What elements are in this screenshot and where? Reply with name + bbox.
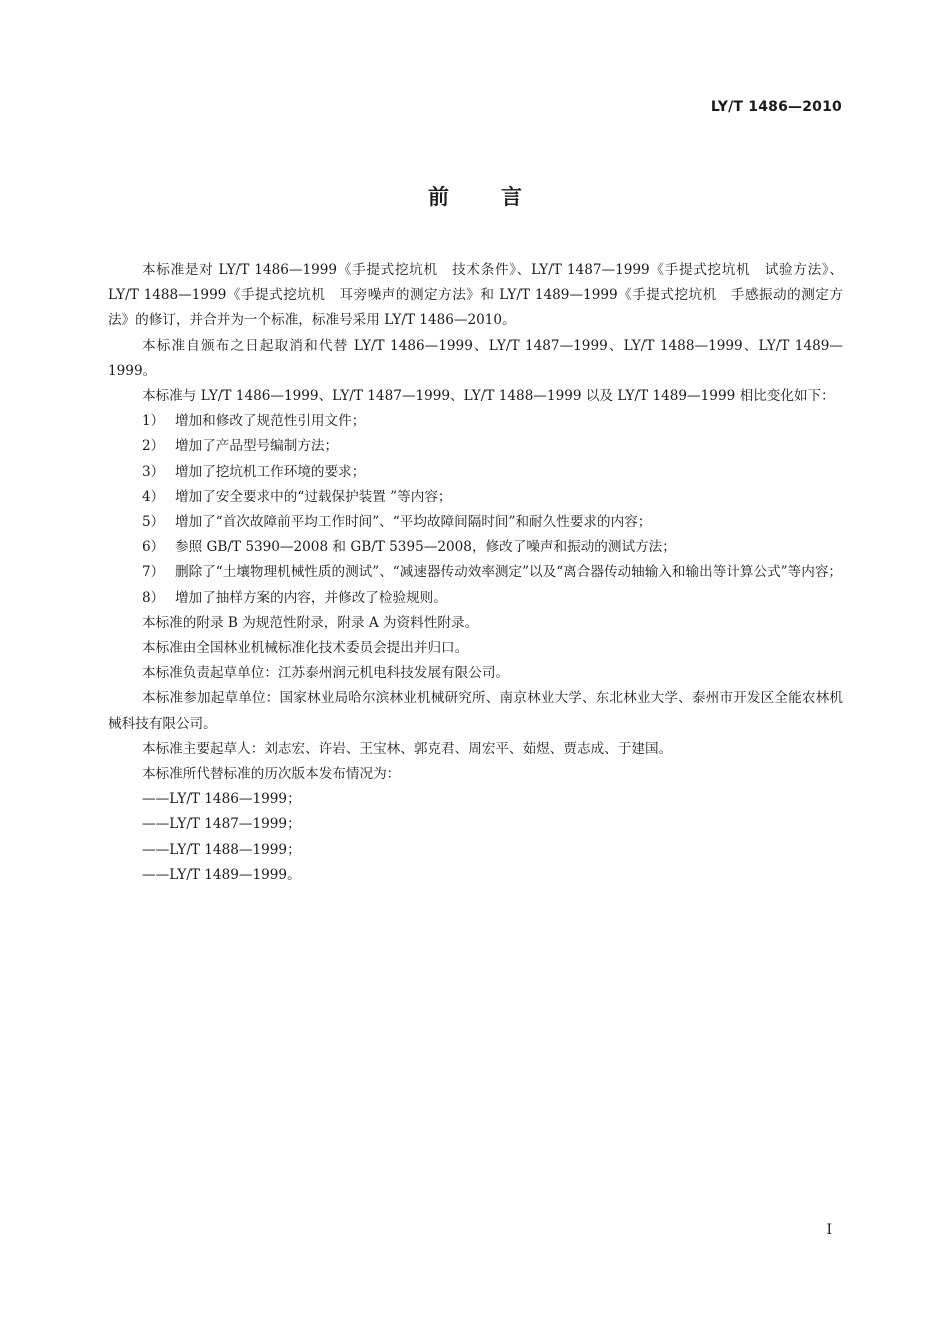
change-number: 2） (142, 438, 165, 455)
info-paragraph: 本标准所代替标准的历次版本发布情况为： (142, 766, 401, 783)
change-number: 4） (142, 488, 165, 505)
change-item (108, 560, 843, 585)
previous-version-item: ——LY/T 1486—1999； (142, 791, 301, 808)
change-item (108, 586, 843, 611)
change-item (108, 460, 843, 485)
change-text: 增加了“首次故障前平均工作时间”、“平均故障间隔时间”和耐久性要求的内容； (175, 514, 652, 531)
page-title: 前言 (428, 185, 574, 209)
change-text: 删除了“土壤物理机械性质的测试”、“减速器传动效率测定”以及“离合器传动轴输入和输出等计算公式”等内容； (175, 564, 843, 581)
change-text: 增加了挖坑机工作环境的要求； (175, 463, 366, 480)
previous-version-item: ——LY/T 1489—1999。 (142, 866, 301, 883)
change-number: 6） (142, 539, 165, 556)
change-text: 增加了产品型号编制方法； (175, 438, 339, 455)
info-paragraph: 本标准由全国林业机械标准化技术委员会提出并归口。 (142, 640, 469, 657)
change-number: 8） (142, 589, 165, 606)
info-paragraph: 本标准参加起草单位：国家林业局哈尔滨林业机械研究所、南京林业大学、东北林业大学、泰州市开发区全能农林机械科技有限公司。 (108, 690, 843, 732)
change-item (108, 434, 843, 459)
change-number: 5） (142, 514, 165, 531)
info-paragraph: 本标准主要起草人：刘志宏、许岩、王宝林、郭克君、周宏平、茹煜、贾志成、于建国。 (142, 740, 673, 757)
previous-version-item: ——LY/T 1488—1999； (142, 841, 301, 858)
changes-list (108, 409, 843, 611)
change-item (108, 535, 843, 560)
previous-versions-list (108, 787, 843, 888)
change-item (108, 510, 843, 535)
document-body (108, 258, 843, 888)
intro-paragraph: 本标准自颁布之日起取消和代替 LY/T 1486—1999、LY/T 1487—1999、LY/T 1488—1999、LY/T 1489—1999。 (108, 337, 843, 379)
change-text: 增加了安全要求中的“过载保护装置 ”等内容； (175, 488, 452, 505)
previous-version-item: ——LY/T 1487—1999； (142, 816, 301, 833)
change-text: 增加了抽样方案的内容，并修改了检验规则。 (175, 589, 447, 606)
change-number: 3） (142, 463, 165, 480)
info-paragraph: 本标准的附录 B 为规范性附录，附录 A 为资料性附录。 (142, 614, 479, 631)
info-paragraph: 本标准负责起草单位：江苏泰州润元机电科技发展有限公司。 (142, 665, 510, 682)
change-number: 1） (142, 413, 165, 430)
change-text: 参照 GB/T 5390—2008 和 GB/T 5395—2008，修改了噪声和振动的测试方法； (175, 539, 676, 556)
page-number: I (826, 1222, 832, 1238)
change-item (108, 485, 843, 510)
change-text: 增加和修改了规范性引用文件； (175, 413, 366, 430)
standard-code: LY/T 1486—2010 (710, 99, 842, 115)
intro-paragraph: 本标准与 LY/T 1486—1999、LY/T 1487—1999、LY/T 1488—1999 以及 LY/T 1489—1999 相比变化如下： (142, 388, 835, 405)
change-number: 7） (142, 564, 165, 581)
change-item (108, 409, 843, 434)
intro-paragraph: 本标准是对 LY/T 1486—1999《手提式挖坑机 技术条件》、LY/T 1487—1999《手提式挖坑机 试验方法》、LY/T 1488—1999《手提式挖坑机 耳旁噪声的测定方法》和 LY/T 1489—1999《手提式挖坑机 手感振动的测定方法》的修订，并合并为一个标准，标准号采用 LY/T 1486—2010。 (108, 262, 843, 329)
